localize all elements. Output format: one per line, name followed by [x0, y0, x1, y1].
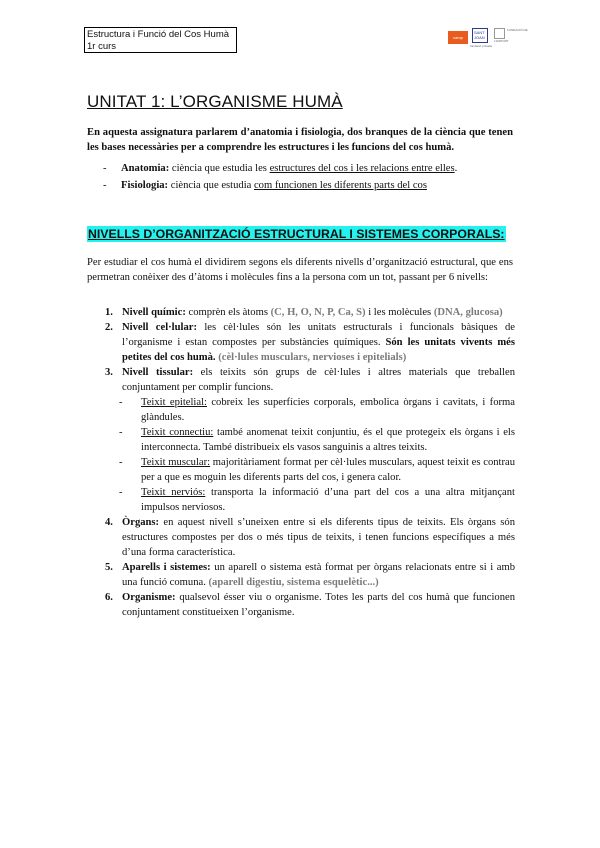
item-number: 5.: [105, 562, 113, 573]
level-term: Òrgans:: [122, 517, 160, 528]
item-number: 3.: [105, 367, 113, 378]
level-term: Nivell químic:: [122, 307, 186, 318]
sport-foundation-logo: [494, 28, 532, 48]
tissue-text: cobreix les superfícies corporals, embolica òrgans i cavitats, i forma glàndules.: [141, 397, 515, 423]
level-text: les cèl·lules són les unitats estructurals i funcionals bàsiques de l’organisme i estan compostes per substàncies químiques.: [122, 322, 515, 348]
bullet-dash: -: [103, 180, 107, 191]
list-item: [105, 560, 515, 590]
item-number: 1.: [105, 307, 113, 318]
level-example: (cèl·lules musculars, nervioses i epitelials): [215, 352, 407, 363]
tissue-name: Teixit muscular:: [141, 457, 211, 468]
branch-text: ciència que estudia les: [169, 163, 270, 174]
section-heading: NIVELLS D’ORGANITZACIÓ ESTRUCTURAL I SISTEMES CORPORALS:: [88, 227, 505, 241]
tissue-name: Teixit epitelial:: [141, 397, 207, 408]
header-course-name: Estructura i Funció del Cos Humà: [87, 29, 230, 40]
list-item: [105, 590, 515, 620]
level-term: Organisme:: [122, 592, 176, 603]
level-term: Aparells i sistemes:: [122, 562, 211, 573]
header-course-year: 1r curs: [87, 41, 117, 52]
sport-foundation-text: FUNDACIÓ DE L'ESPORT: [494, 28, 528, 43]
level-term: Nivell tissular:: [122, 367, 194, 378]
branch-underlined: com funcionen les diferents parts del cos: [253, 180, 427, 191]
institution-logos: [448, 28, 534, 50]
branch-anatomia: [103, 161, 457, 176]
camp-logo: camp: [448, 31, 468, 44]
tissue-name: Teixit nerviós:: [141, 487, 206, 498]
logo-subtitle: fundació privada: [470, 44, 493, 48]
list-item: [105, 305, 515, 320]
level-example: (DNA, glucosa): [433, 307, 503, 318]
tissue-item: [105, 395, 515, 425]
bullet-dash: -: [103, 163, 107, 174]
page-title: UNITAT 1: L’ORGANISME HUMÀ: [87, 92, 343, 111]
intro-paragraph: En aquesta assignatura parlarem d’anatomia i fisiologia, dos branques de la ciència que tenen les bases necessàries per a comprendre les estructures i les funcions del cos humà.: [87, 127, 513, 153]
list-item: [105, 515, 515, 560]
tissue-item: [105, 485, 515, 515]
level-text: qualsevol ésser viu o organisme. Totes les parts del cos humà que funcionen conjuntament constitueixen l’organisme.: [122, 592, 515, 618]
level-detail: Els òrgans són estructures compostes per dos o més tipus de teixits, i tenen funcions específiques a més d’una forma característica.: [122, 517, 515, 558]
tissue-text: també anomenat teixit conjuntiu, és el que protegeix els òrgans i els interconnecta. També distribueix els vasos sanguinis a altres teixits.: [141, 427, 515, 453]
item-number: 4.: [105, 517, 113, 528]
bullet-dash: -: [119, 397, 123, 408]
level-example: (C, H, O, N, P, Ca, S): [270, 307, 366, 318]
branch-underlined: estructures del cos i les relacions entre elles: [269, 163, 455, 174]
branch-post: .: [454, 163, 458, 174]
bullet-dash: -: [119, 487, 123, 498]
branch-text: ciència que estudia: [168, 180, 254, 191]
header-box: [84, 27, 237, 53]
levels-intro: Per estudiar el cos humà el dividirem segons els diferents nivells d’organització estructural, que ens permetran conèixer des d’àtoms i molècules fins a la persona com un tot, passant per 6 nivells:: [87, 257, 513, 283]
tissue-text: majoritàriament format per cèl·lules musculars, aquest teixit es contrau per a que es moguin les diferents parts del cos, i genera calor.: [141, 457, 516, 483]
tissue-item: [105, 455, 515, 485]
level-text: comprèn els àtoms: [185, 307, 271, 318]
sant-joan-logo: SANT JOAN: [472, 28, 488, 43]
level-highlight: Són les unitats vivents més petites del cos humà.: [122, 337, 516, 363]
bullet-dash: -: [119, 427, 123, 438]
tissue-text: transporta la informació d’una part del cos a una altra mitjançant impulsos nerviosos.: [141, 487, 515, 513]
branch-term: Fisiologia:: [121, 180, 169, 191]
level-text: els teixits són grups de cèl·lules i altres materials que treballen conjuntament per complir funcions.: [122, 367, 515, 393]
level-text: i les molècules: [365, 307, 434, 318]
levels-list: [105, 305, 515, 620]
level-text: un aparell o sistema està format per òrgans relacionats entre si i amb una funció comuna.: [122, 562, 515, 588]
item-number: 2.: [105, 322, 113, 333]
level-example: (aparell digestiu, sistema esquelètic...): [208, 577, 379, 588]
list-item: [105, 365, 515, 395]
tissue-name: Teixit connectiu:: [141, 427, 214, 438]
branch-fisiologia: [103, 178, 427, 193]
logo-mark-icon: [494, 28, 505, 39]
branch-term: Anatomia:: [121, 163, 170, 174]
bullet-dash: -: [119, 457, 123, 468]
list-item: [105, 320, 515, 365]
level-term: Nivell cel·lular:: [122, 322, 197, 333]
item-number: 6.: [105, 592, 113, 603]
level-text: en aquest nivell s’uneixen entre si els diferents tipus de teixits.: [159, 517, 450, 528]
tissue-item: [105, 425, 515, 455]
